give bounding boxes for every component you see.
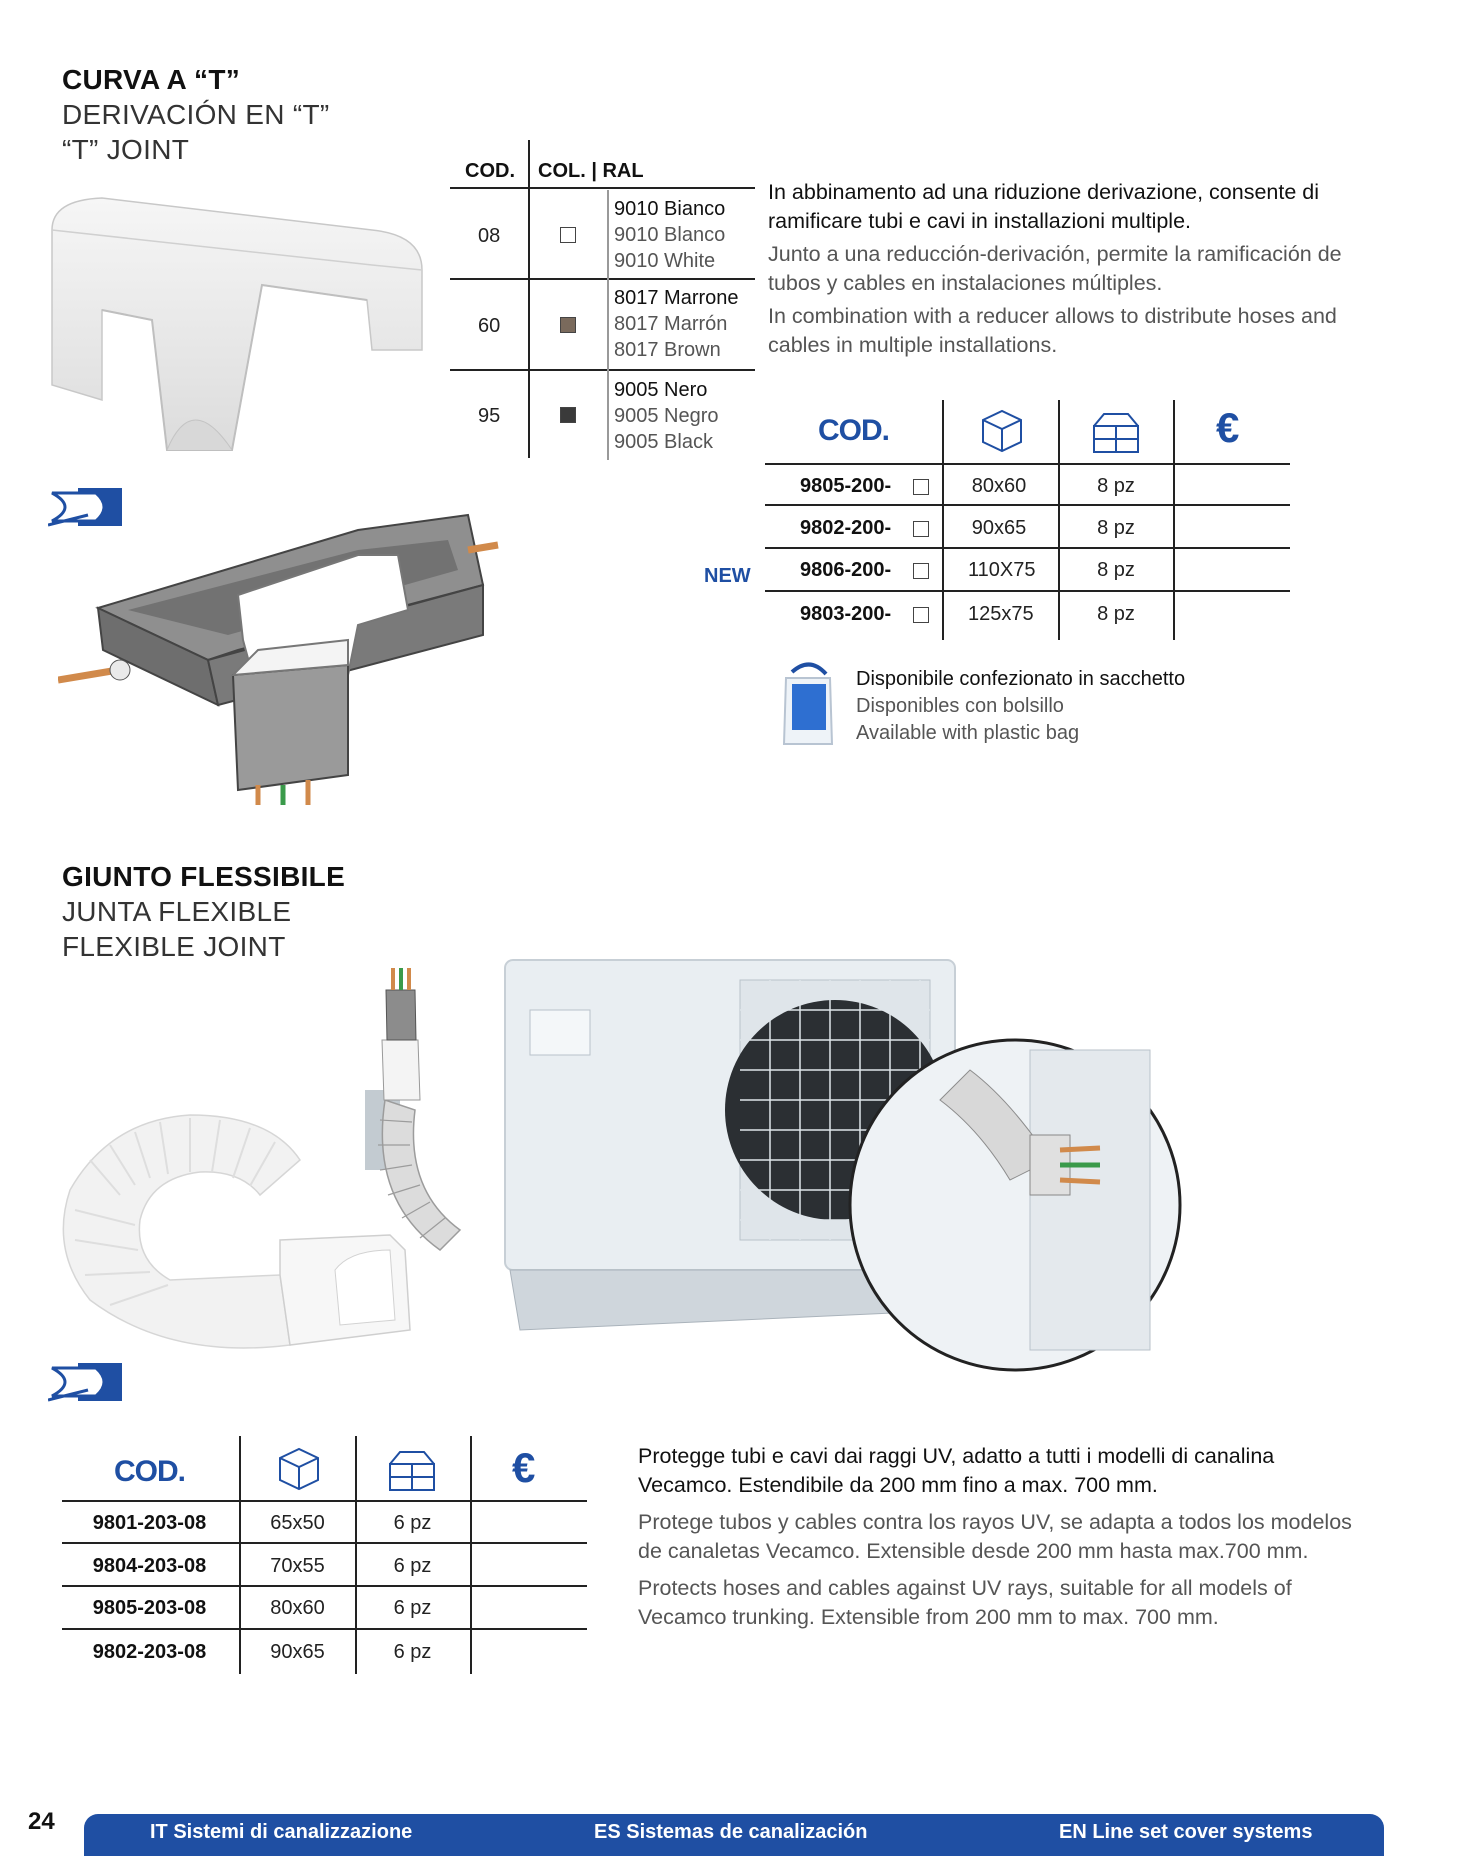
product-code: 9802-200- (800, 517, 892, 539)
package-quantity-icon (386, 1448, 438, 1494)
section2-title-en: FLEXIBLE JOINT (62, 931, 286, 962)
footer-section-en: EN Line set cover systems (1059, 1821, 1313, 1843)
product-size: 80x60 (270, 1597, 325, 1619)
color-row-cod: 60 (478, 315, 501, 337)
product-size: 125x75 (968, 603, 1034, 625)
section1-desc-en: In combination with a reducer allows to distribute hoses and cables in multiple installations. (768, 304, 1337, 357)
color-table-rule (450, 187, 755, 189)
product-size: 90x65 (270, 1641, 325, 1663)
section2-title-it: GIUNTO FLESSIBILE (62, 861, 346, 892)
product-code: 9802-203-08 (92, 1641, 207, 1663)
package-quantity-icon (1090, 410, 1142, 456)
product-size: 70x55 (270, 1555, 325, 1577)
color-row-names (614, 196, 725, 274)
product-table-rule (62, 1585, 587, 1587)
section2-description (638, 1442, 1354, 1640)
color-name-es: 8017 Marrón (614, 313, 728, 335)
section1-title-it: CURVA A “T” (62, 64, 241, 95)
section1-desc-it: In abbinamento ad una riduzione derivazione, consente di ramificare tubi e cavi in installazioni multiple. (768, 180, 1320, 233)
product-qty: 6 pz (393, 1512, 432, 1534)
plastic-bag-icon (780, 660, 840, 750)
product-size: 90x65 (971, 517, 1027, 539)
color-swatch-black (560, 407, 576, 423)
color-choice-box (913, 479, 929, 495)
price-header-euro: € (1216, 404, 1240, 451)
color-name-es: 9010 Blanco (614, 224, 726, 246)
product-qty: 6 pz (393, 1597, 432, 1619)
product-table-divider (239, 1436, 241, 1674)
section2-desc-it: Protegge tubi e cavi dai raggi UV, adatto a tutti i modelli di canalina Vecamco. Estendibile da 200 mm fino a max. 700 mm. (638, 1444, 1275, 1497)
product-table-rule (62, 1542, 587, 1544)
box-size-icon (979, 408, 1025, 454)
product-size: 80x60 (971, 475, 1027, 497)
product-table-divider (1173, 400, 1175, 640)
color-table-rule (450, 369, 755, 371)
t-joint-product-image (42, 190, 432, 475)
product-code: 9804-203-08 (92, 1555, 207, 1577)
bag-info-en: Available with plastic bag (856, 722, 1080, 744)
t-joint-installation-image (58, 500, 508, 810)
product-table-rule (62, 1628, 587, 1630)
color-name-en: 8017 Brown (614, 339, 721, 361)
color-name-it: 9005 Nero (614, 379, 708, 401)
product-code: 9805-200- (800, 475, 892, 497)
bag-info-es: Disponibles con bolsillo (856, 695, 1064, 717)
product-qty: 8 pz (1097, 517, 1135, 539)
product-code: 9805-203-08 (92, 1597, 207, 1619)
product-table-rule (765, 463, 1290, 465)
color-table-header-col: COL. | RAL (538, 160, 644, 182)
product-size: 110X75 (968, 559, 1036, 581)
color-name-es: 9005 Negro (614, 405, 719, 427)
color-name-it: 8017 Marrone (614, 287, 739, 309)
product-table-header-cod: COD. (818, 414, 889, 447)
brand-logo (48, 1360, 126, 1405)
color-table-divider (607, 190, 609, 460)
product-table-rule (62, 1500, 587, 1502)
color-table-header-cod: COD. (465, 160, 515, 182)
product-table-divider (355, 1436, 357, 1674)
product-table-divider (942, 400, 944, 640)
product-table-divider (1058, 400, 1060, 640)
color-name-en: 9005 Black (614, 431, 713, 453)
box-size-icon (276, 1446, 322, 1492)
section2-desc-es: Protege tubos y cables contra los rayos UV, se adapta a todos los modelos de canaletas Vecamco. Extensible desde 200 mm hasta max.700 mm. (638, 1510, 1352, 1563)
footer-section-es: ES Sistemas de canalización (594, 1821, 868, 1843)
product-qty: 6 pz (393, 1641, 432, 1663)
section1-desc-es: Junto a una reducción-derivación, permite la ramificación de tubos y cables en instalaciones múltiples. (768, 242, 1342, 295)
color-swatch-white (560, 227, 576, 243)
product-table-divider (470, 1436, 472, 1674)
price-header-euro: € (512, 1444, 536, 1491)
section2-title-es: JUNTA FLEXIBLE (62, 896, 292, 927)
product-code: 9801-203-08 (92, 1512, 207, 1534)
bag-info (856, 666, 1185, 747)
color-choice-box (913, 563, 929, 579)
color-row-cod: 95 (478, 405, 501, 427)
color-table-rule (450, 278, 755, 280)
color-swatch-brown (560, 317, 576, 333)
ac-unit-installation-image (360, 950, 1190, 1390)
product-code: 9806-200- (800, 559, 892, 581)
product-qty: 8 pz (1097, 475, 1135, 497)
page-number: 24 (28, 1808, 55, 1835)
product-qty: 6 pz (393, 1555, 432, 1577)
color-row-names (614, 285, 739, 363)
color-name-en: 9010 White (614, 250, 716, 272)
product-table-rule (765, 547, 1290, 549)
section1-title-en: “T” JOINT (62, 134, 190, 165)
product-table-header-cod: COD. (114, 1455, 185, 1488)
section2-desc-en: Protects hoses and cables against UV rays, suitable for all models of Vecamco trunking. Extensible from 200 mm to max. 700 mm. (638, 1576, 1292, 1629)
color-row-cod: 08 (478, 225, 501, 247)
color-name-it: 9010 Bianco (614, 198, 726, 220)
footer-bar (84, 1814, 1384, 1856)
product-qty: 8 pz (1097, 559, 1135, 581)
product-qty: 8 pz (1097, 603, 1135, 625)
product-table-rule (765, 590, 1290, 592)
product-table-rule (765, 504, 1290, 506)
section1-description (768, 178, 1353, 368)
new-badge: NEW (704, 565, 751, 587)
product-code: 9803-200- (800, 603, 892, 625)
bag-info-it: Disponibile confezionato in sacchetto (856, 668, 1186, 690)
footer-section-it: IT Sistemi di canalizzazione (150, 1821, 413, 1843)
color-choice-box (913, 607, 929, 623)
product-size: 65x50 (270, 1512, 325, 1534)
section1-title-es: DERIVACIÓN EN “T” (62, 99, 330, 130)
color-choice-box (913, 521, 929, 537)
color-row-names (614, 377, 719, 455)
